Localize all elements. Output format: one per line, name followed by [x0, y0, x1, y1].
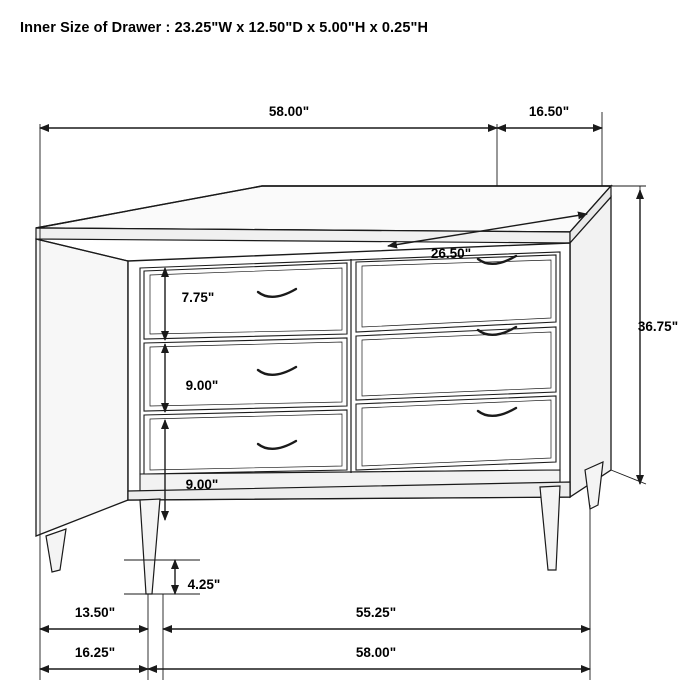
dim-side-depth-front	[40, 605, 148, 629]
dim-base-width	[163, 605, 590, 629]
label-overall-width: 58.00"	[355, 645, 397, 660]
drawer-left-middle[interactable]	[144, 338, 347, 411]
page-title: Inner Size of Drawer : 23.25"W x 12.50"D x 5.00"H x 0.25"H	[20, 20, 429, 36]
label-top-depth: 16.50"	[528, 104, 570, 119]
dim-leg-height	[175, 560, 220, 594]
dresser-left-side	[36, 239, 128, 536]
dim-overall-width	[148, 645, 590, 669]
label-leg-height: 4.25"	[187, 577, 221, 592]
drawer-left-bottom[interactable]	[144, 410, 347, 474]
label-side-depth-front: 13.50"	[74, 605, 116, 620]
drawer-left-top[interactable]	[144, 263, 347, 339]
dresser-top-panel	[36, 186, 611, 243]
label-total-height: 36.75"	[637, 319, 679, 334]
dim-total-height	[638, 190, 678, 484]
label-side-depth-back: 16.25"	[74, 645, 116, 660]
label-drawer-height-mid: 9.00"	[185, 378, 219, 393]
label-drawer-height-top: 7.75"	[181, 290, 215, 305]
label-top-width: 58.00"	[268, 104, 310, 119]
dresser-right-side	[570, 197, 611, 497]
dresser-illustration	[36, 186, 611, 594]
label-drawer-height-bottom: 9.00"	[185, 477, 219, 492]
drawer-right-bottom[interactable]	[356, 396, 556, 470]
label-drawer-width: 26.50"	[430, 246, 472, 261]
dim-side-depth-back	[40, 645, 148, 669]
drawer-right-middle[interactable]	[356, 327, 556, 400]
dim-top-depth	[497, 104, 602, 128]
drawer-right-top[interactable]	[356, 255, 556, 332]
label-base-width: 55.25"	[355, 605, 397, 620]
dim-top-width	[40, 104, 497, 128]
